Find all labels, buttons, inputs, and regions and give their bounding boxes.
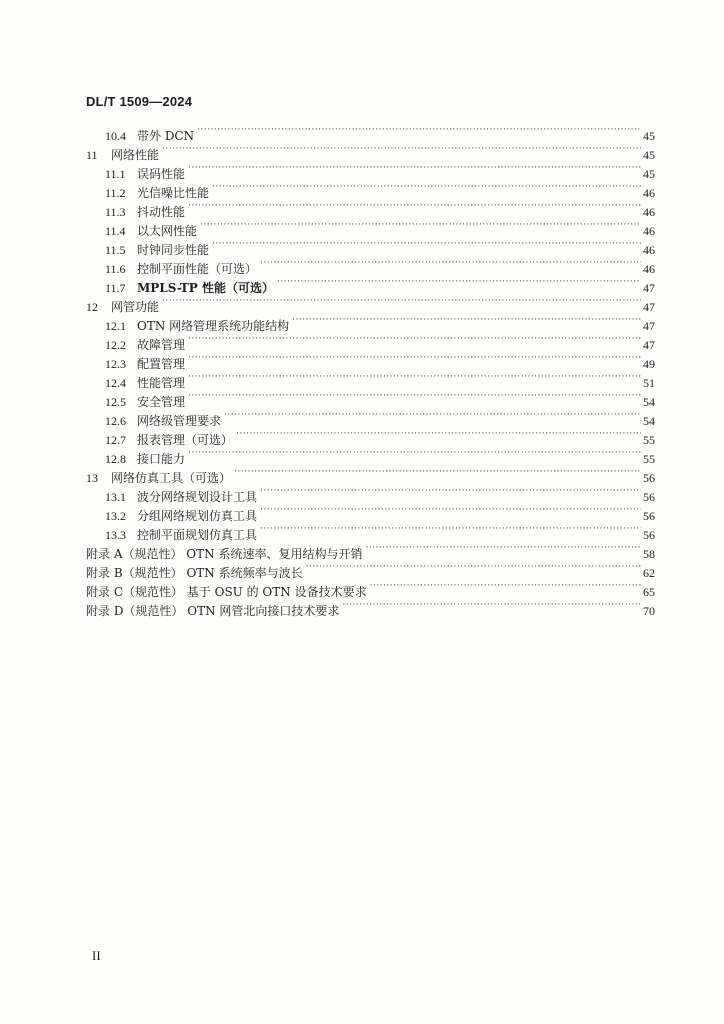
toc-entry-page: 45 [643,167,655,181]
toc-entry-11-1[interactable] [86,159,655,181]
toc-entry-11-3[interactable] [86,197,655,219]
toc-entry-number: 11.5 [105,243,126,257]
toc-entry-number: 12.5 [105,395,126,409]
toc-entry-page: 47 [643,300,655,314]
toc-entry-number: 12.7 [105,433,126,447]
toc-entry-11[interactable] [86,140,655,162]
toc-entry-page: 54 [643,414,655,428]
toc-entry-number: 12.4 [105,376,126,390]
toc-entry-title: 安全管理 [137,395,186,409]
toc-leader-dots [260,501,641,520]
toc-leader-dots [260,520,641,539]
toc-entry-12-8[interactable] [86,444,655,466]
toc-entry-title: 网管功能 [111,300,160,314]
toc-entry-page: 46 [643,224,655,238]
toc-entry-number: 12 [86,300,98,314]
toc-entry-11-2[interactable] [86,178,655,200]
toc-entry-page: 51 [643,376,655,390]
toc-entry-page: 55 [643,452,655,466]
toc-entry-number: 11.1 [105,167,126,181]
toc-entry-page: 47 [643,281,655,295]
toc-entry-page: 46 [643,243,655,257]
toc-entry-page: 62 [643,566,655,580]
toc-leader-dots [365,539,641,558]
toc-entry-page: 56 [643,490,655,504]
toc-entry-number: 11.2 [105,186,126,200]
toc-leader-dots [188,330,641,349]
toc-leader-dots [212,178,641,197]
toc-entry-11-4[interactable] [86,216,655,238]
page-number: II [92,948,101,963]
toc-entry-title: 抖动性能 [137,205,186,219]
toc-entry-10-4[interactable] [86,121,655,143]
toc-leader-dots [188,444,641,463]
toc-entry-number: 12.2 [105,338,126,352]
toc-leader-dots [212,235,641,254]
toc-entry-title: 分组网络规划仿真工具 [137,509,258,523]
toc-entry-title: 接口能力 [137,452,186,466]
toc-entry-page: 45 [643,148,655,162]
toc-entry-title: MPLS-TP 性能（可选） [137,281,274,295]
toc-entry-title: 附录 B（规范性） OTN 系统频率与波长 [86,566,303,580]
toc-entry-title: 带外 DCN [137,129,195,143]
toc-entry-title: 报表管理（可选） [137,433,234,447]
toc-entry-number: 13.2 [105,509,126,523]
toc-entry-12-6[interactable] [86,406,655,428]
toc-entry-page: 49 [643,357,655,371]
toc-entry-11-5[interactable] [86,235,655,257]
toc-leader-dots [197,121,641,140]
toc-entry-11-7[interactable] [86,273,655,295]
document-code: DL/T 1509—2024 [86,94,193,109]
toc-leader-dots [234,463,641,482]
toc-entry-number: 11.7 [105,281,126,295]
toc-leader-dots [292,311,641,330]
toc-entry-title: 配置管理 [137,357,186,371]
toc-entry-number: 11.3 [105,205,126,219]
toc-entry-number: 13 [86,471,98,485]
toc-entry-12-7[interactable] [86,425,655,447]
toc-entry-12-5[interactable] [86,387,655,409]
toc-entry-page: 46 [643,205,655,219]
toc-entry-page: 45 [643,129,655,143]
toc-entry-number: 10.4 [105,129,126,143]
toc-entry-13-3[interactable] [86,520,655,542]
toc-entry-number: 11 [86,148,98,162]
toc-entry-page: 70 [643,604,655,618]
toc-leader-dots [342,596,641,615]
toc-entry-title: OTN 网络管理系统功能结构 [137,319,290,333]
toc-entry-title: 时钟同步性能 [137,243,210,257]
toc-entry-page: 58 [643,547,655,561]
toc-leader-dots [236,425,641,444]
toc-entry-title: 光信噪比性能 [137,186,210,200]
toc-entry-number: 11.6 [105,262,126,276]
toc-entry-page: 46 [643,262,655,276]
toc-entry-page: 54 [643,395,655,409]
toc-entry-title: 误码性能 [137,167,186,181]
toc-entry-title: 波分网络规划设计工具 [137,490,258,504]
toc-entry-title: 网络性能 [111,148,160,162]
toc-entry-appendix-b[interactable] [86,558,655,580]
toc-entry-13[interactable] [86,463,655,485]
toc-entry-number: 12.3 [105,357,126,371]
toc-entry-13-1[interactable] [86,482,655,504]
toc-entry-title: 控制平面性能（可选） [137,262,258,276]
toc-entry-number: 13.1 [105,490,126,504]
toc-entry-number: 12.6 [105,414,126,428]
toc-entry-page: 47 [643,319,655,333]
toc-entry-page: 46 [643,186,655,200]
toc-leader-dots [277,273,641,292]
toc-entry-title: 故障管理 [137,338,186,352]
toc-entry-appendix-c[interactable] [86,577,655,599]
toc-leader-dots [188,159,641,178]
toc-entry-title: 以太网性能 [137,224,198,238]
toc-entry-appendix-a[interactable] [86,539,655,561]
toc-leader-dots [224,406,641,425]
toc-entry-page: 56 [643,528,655,542]
toc-entry-appendix-d[interactable] [86,596,655,618]
toc-entry-number: 13.3 [105,528,126,542]
toc-leader-dots [188,197,641,216]
toc-leader-dots [162,140,641,159]
toc-entry-12-3[interactable] [86,349,655,371]
toc-entry-number: 12.1 [105,319,126,333]
toc-entry-page: 56 [643,471,655,485]
toc-leader-dots [260,254,641,273]
toc-entry-number: 11.4 [105,224,126,238]
toc-entry-title: 网络仿真工具（可选） [111,471,232,485]
toc-entry-title: 控制平面规划仿真工具 [137,528,258,542]
toc-entry-title: 性能管理 [137,376,186,390]
toc-entry-page: 55 [643,433,655,447]
toc-entry-page: 65 [643,585,655,599]
toc-leader-dots [370,577,641,596]
toc-entry-title: 附录 D（规范性） OTN 网管北向接口技术要求 [86,604,340,618]
toc-entry-title: 附录 A（规范性） OTN 系统速率、复用结构与开销 [86,547,363,561]
toc-entry-12-2[interactable] [86,330,655,352]
toc-leader-dots [200,216,641,235]
toc-leader-dots [162,292,641,311]
toc-leader-dots [188,349,641,368]
toc-leader-dots [306,558,641,577]
toc-entry-12[interactable] [86,292,655,314]
toc-leader-dots [188,387,641,406]
toc-entry-page: 47 [643,338,655,352]
toc-entry-number: 12.8 [105,452,126,466]
toc-entry-13-2[interactable] [86,501,655,523]
toc-leader-dots [188,368,641,387]
toc-entry-title: 网络级管理要求 [137,414,222,428]
toc-entry-title: 附录 C（规范性） 基于 OSU 的 OTN 设备技术要求 [86,585,367,599]
toc-entry-11-6[interactable] [86,254,655,276]
toc-entry-12-4[interactable] [86,368,655,390]
toc-leader-dots [260,482,641,501]
toc-entry-page: 56 [643,509,655,523]
toc-entry-12-1[interactable] [86,311,655,333]
